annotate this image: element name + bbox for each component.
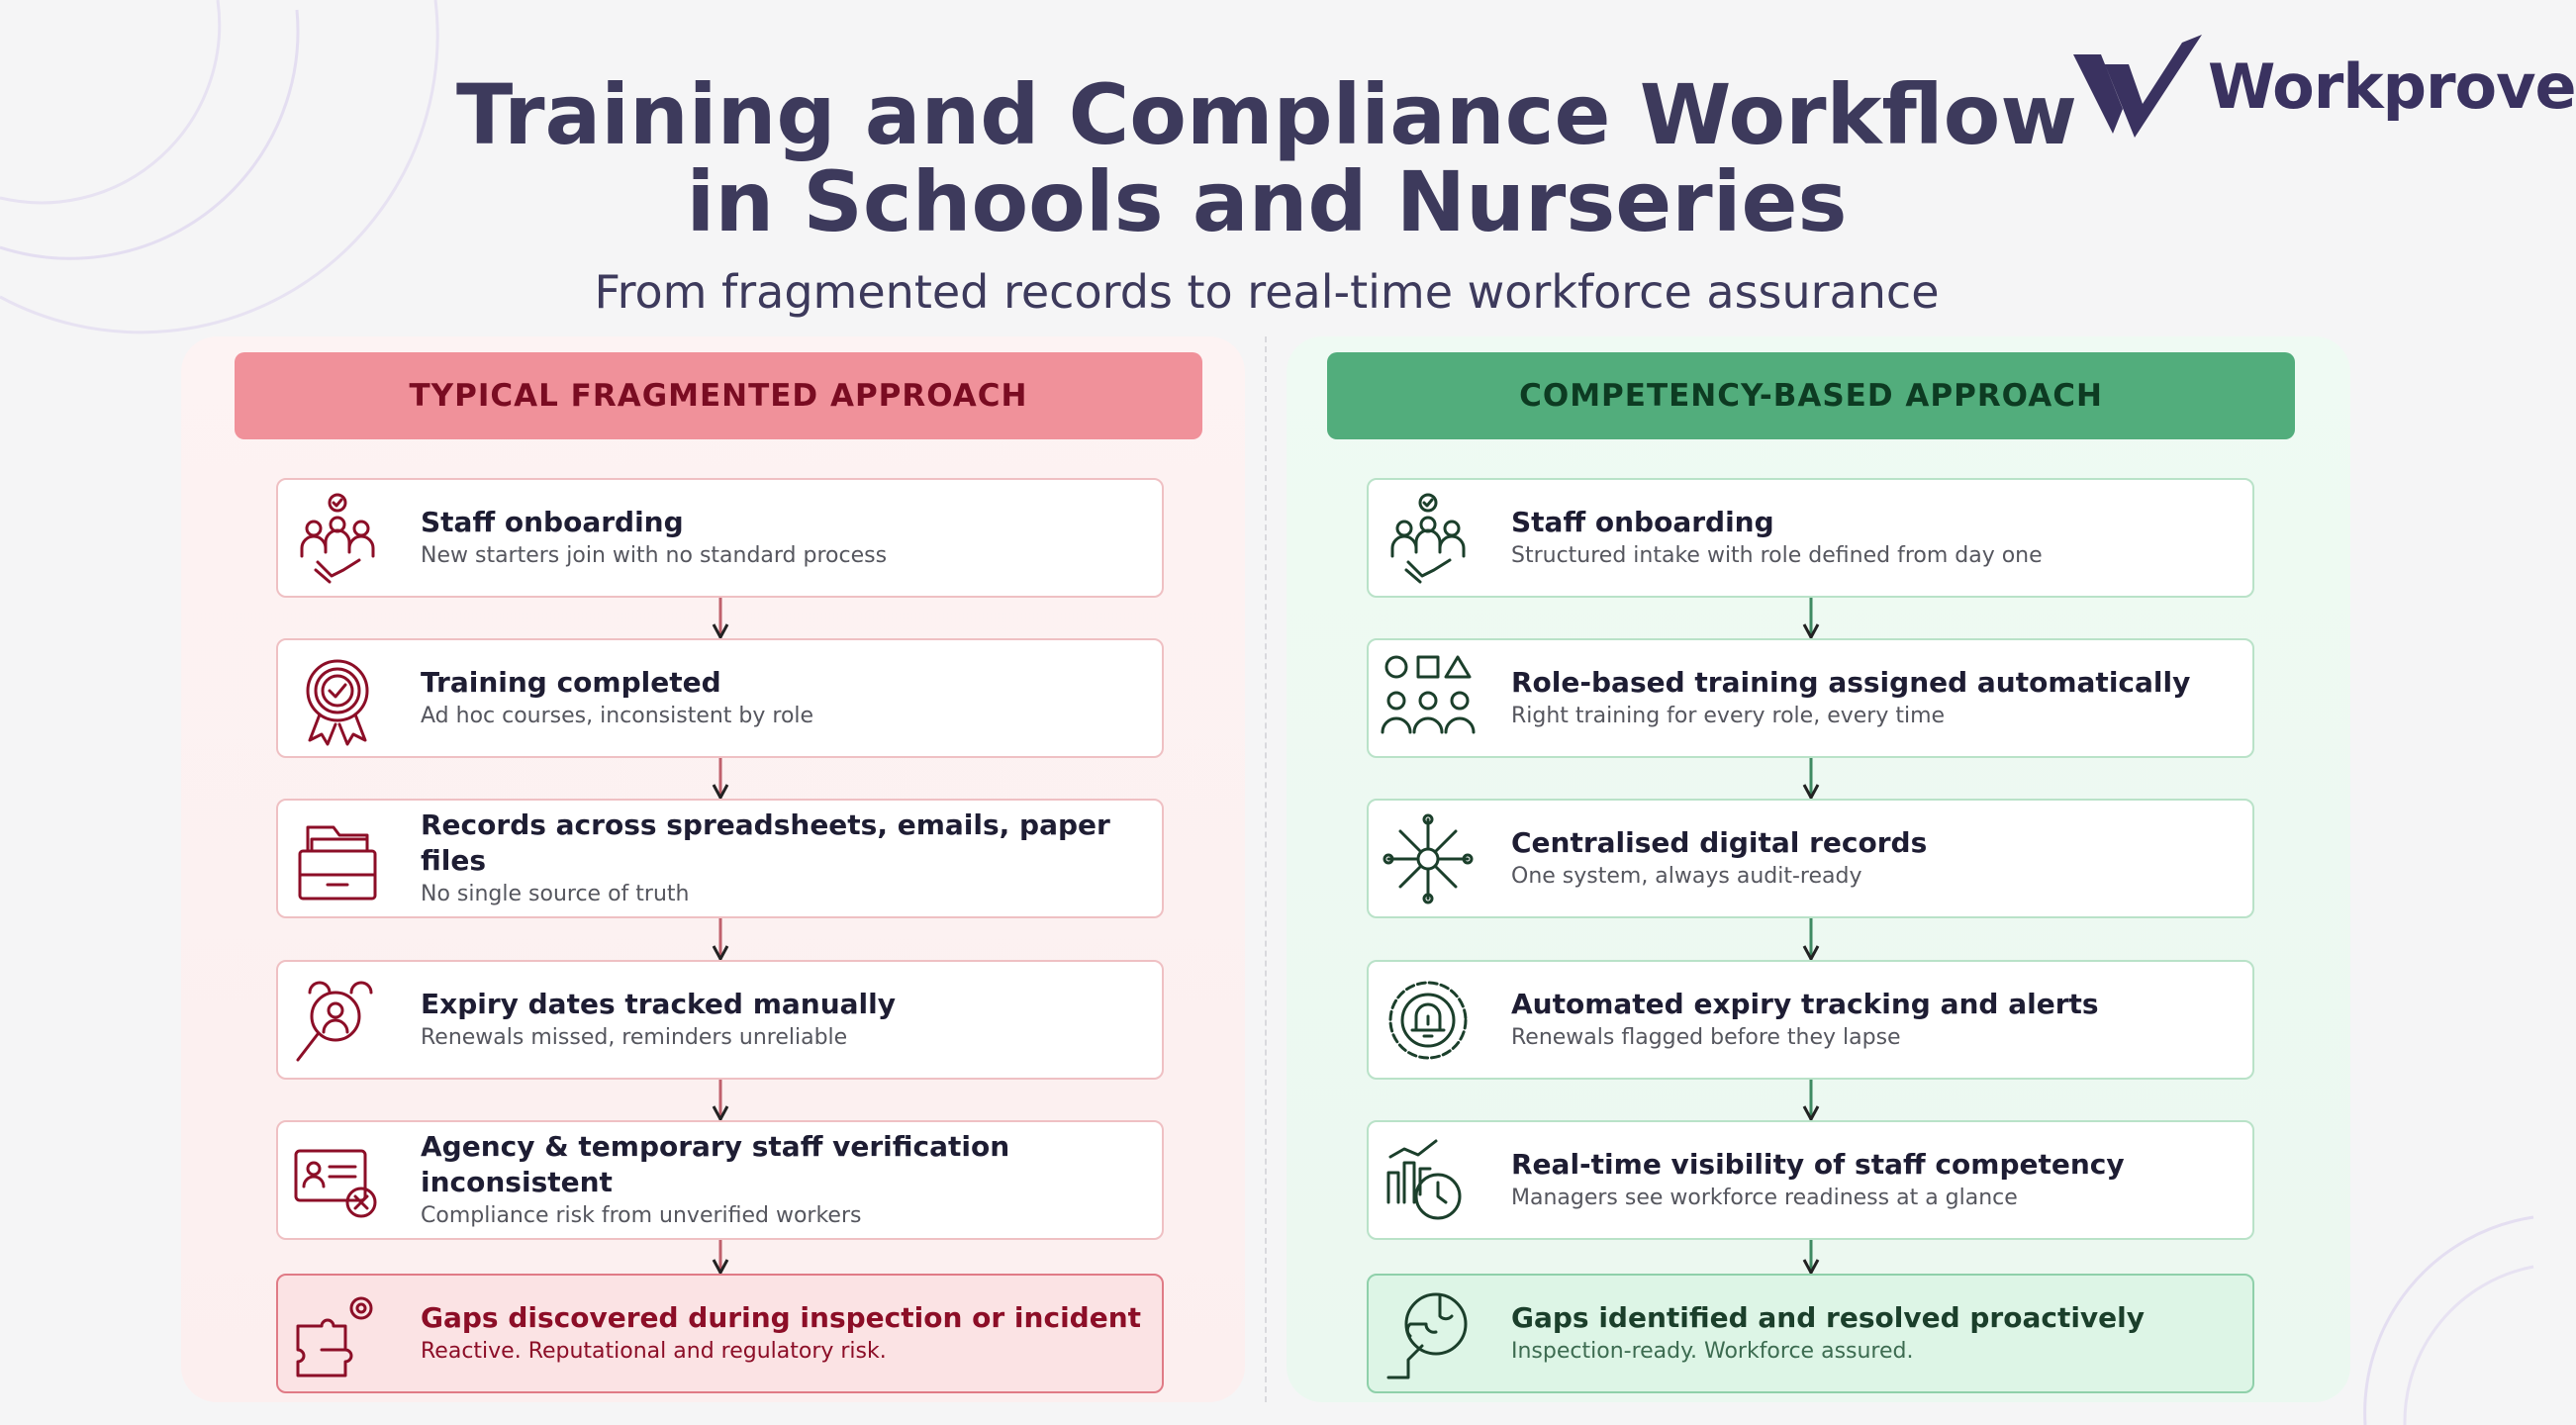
right-step-card [1367, 1120, 2254, 1240]
flow-arrow-icon [1801, 918, 1821, 960]
flow-arrow-icon [711, 1080, 730, 1120]
roles-shapes-icon [1381, 651, 1476, 746]
step-description: Inspection-ready. Workforce assured. [1511, 1338, 1914, 1364]
step-description: Reactive. Reputational and regulatory risk. [421, 1338, 887, 1364]
alert-bell-gear-icon [1381, 973, 1476, 1068]
left-step-card [276, 478, 1164, 598]
decorative-arc [2355, 1178, 2533, 1425]
left-step-card [276, 638, 1164, 758]
step-title: Centralised digital records [1511, 825, 1928, 859]
step-description: Ad hoc courses, inconsistent by role [421, 703, 814, 728]
award-badge-icon [290, 651, 385, 746]
puzzle-gear-icon [290, 1286, 385, 1381]
right-step-card [1367, 960, 2254, 1080]
step-description: Managers see workforce readiness at a glance [1511, 1185, 2018, 1210]
left-step-card [276, 1274, 1164, 1393]
logo-text: Workprove [2208, 49, 2576, 123]
fragmented-header: TYPICAL FRAGMENTED APPROACH [235, 352, 1202, 439]
title-line-2: in Schools and Nurseries [686, 153, 1848, 250]
flow-arrow-icon [711, 1240, 730, 1274]
magnifier-person-icon [290, 973, 385, 1068]
step-title: Real-time visibility of staff competency [1511, 1147, 2125, 1181]
step-title: Gaps discovered during inspection or incident [421, 1300, 1142, 1334]
w-check-logo-icon [2073, 35, 2202, 138]
step-description: Compliance risk from unverified workers [421, 1202, 862, 1228]
flow-arrow-icon [1801, 758, 1821, 799]
title-line-1: Training and Compliance Workflow [456, 66, 2077, 163]
team-handshake-icon [290, 491, 385, 586]
step-title: Automated expiry tracking and alerts [1511, 987, 2099, 1020]
step-description: One system, always audit-ready [1511, 863, 1862, 889]
right-step-card [1367, 1274, 2254, 1393]
step-title: Gaps identified and resolved proactively [1511, 1300, 2146, 1334]
step-title: Expiry dates tracked manually [421, 987, 896, 1020]
chart-clock-icon [1381, 1133, 1476, 1228]
flow-arrow-icon [1801, 598, 1821, 638]
competency-header: COMPETENCY-BASED APPROACH [1327, 352, 2295, 439]
step-description: New starters join with no standard process [421, 542, 888, 568]
left-step-card [276, 1120, 1164, 1240]
right-step-card [1367, 638, 2254, 758]
step-title: Staff onboarding [421, 505, 684, 538]
flow-arrow-icon [1801, 1240, 1821, 1274]
page-subtitle: From fragmented records to real-time workforce assurance [594, 265, 1940, 319]
divider [1265, 336, 1267, 1402]
flow-arrow-icon [711, 598, 730, 638]
flow-arrow-icon [711, 918, 730, 960]
step-description: Renewals flagged before they lapse [1511, 1024, 1901, 1050]
left-step-card [276, 960, 1164, 1080]
hand-globe-puzzle-icon [1381, 1286, 1476, 1381]
id-card-x-icon [290, 1133, 385, 1228]
file-drawer-icon [290, 811, 385, 906]
flow-arrow-icon [711, 758, 730, 799]
right-step-card [1367, 799, 2254, 918]
team-handshake-icon [1381, 491, 1476, 586]
step-title: Records across spreadsheets, emails, paper files [421, 808, 1110, 877]
flow-arrow-icon [1801, 1080, 1821, 1120]
step-description: Structured intake with role defined from day one [1511, 542, 2043, 568]
step-description: No single source of truth [421, 881, 690, 906]
step-description: Renewals missed, reminders unreliable [421, 1024, 848, 1050]
workprove-logo [2073, 35, 2576, 138]
right-step-card [1367, 478, 2254, 598]
left-step-card [276, 799, 1164, 918]
step-title: Role-based training assigned automatically [1511, 665, 2191, 699]
step-description: Right training for every role, every time [1511, 703, 1946, 728]
step-title: Staff onboarding [1511, 505, 1774, 538]
network-hub-icon [1381, 811, 1476, 906]
step-title: Training completed [421, 665, 721, 699]
step-title: Agency & temporary staff verification inconsistent [421, 1129, 1010, 1198]
